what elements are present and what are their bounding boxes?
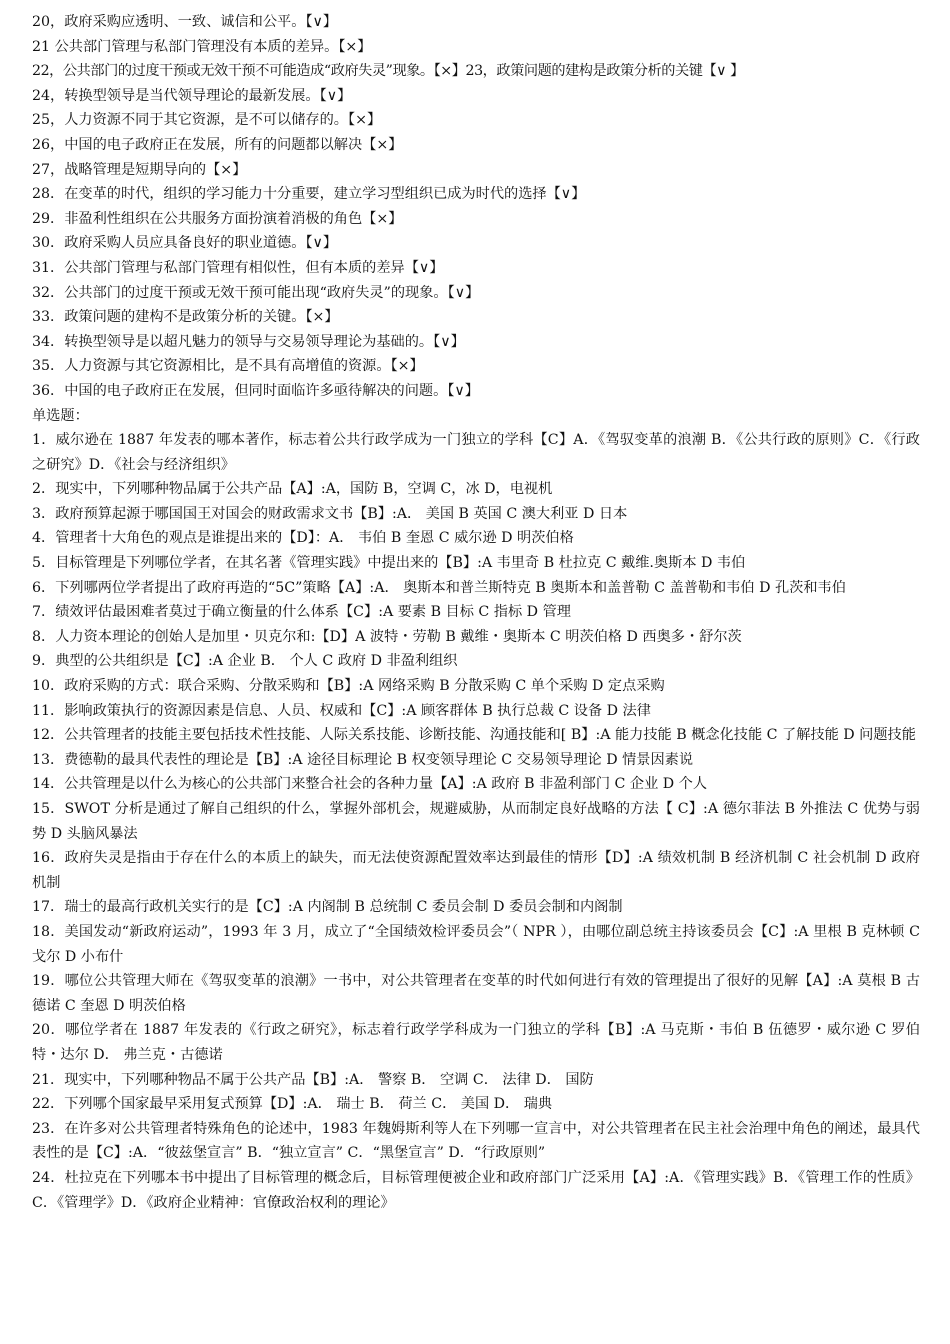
section-title: 单选题： — [32, 407, 89, 424]
choice-item: 12．公共管理者的技能主要包括技术性技能、人际关系技能、诊断技能、沟通技能和[ B】:A 能力技能 B 概念化技能 C 了解技能 D 问题技能 — [32, 727, 916, 744]
judgment-item: 20，政府采购应透明、一致、诚信和公平。【∨】 — [32, 14, 338, 30]
choice-item: 5．目标管理是下列哪位学者，在其名著《管理实践》中提出来的【B】:A 韦里奇 B 杜拉克 C 戴维.奥斯本 D 韦伯 — [32, 555, 746, 572]
choice-item: 1．威尔逊在 1887 年发表的哪本著作，标志着公共行政学成为一门独立的学科【C】A．《驾驭变革的浪潮 B．《公共行政的原则》C．《行政之研究》D．《社会与经济组织》 — [32, 432, 920, 473]
choice-item: 3．政府预算起源于哪国国王对国会的财政需求文书【B】:A． 美国 B 英国 C 澳大利亚 D 日本 — [32, 505, 628, 522]
choice-item: 14．公共管理是以什么为核心的公共部门来整合社会的各种力量【A】:A 政府 B 非盈利部门 C 企业 D 个人 — [32, 776, 708, 793]
judgment-item: 31．公共部门管理与私部门管理有相似性，但有本质的差异【∨】 — [32, 259, 444, 276]
choice-item: 11．影响政策执行的资源因素是信息、人员、权威和【C】:A 顾客群体 B 执行总裁 C 设备 D 法律 — [32, 702, 651, 719]
choice-item: 8．人力资本理论的创始人是加里・贝克尔和:【D】A 波特・劳勒 B 戴维・奥斯本 C 明茨伯格 D 西奥多・舒尔茨 — [32, 628, 742, 645]
choice-item: 17．瑞士的最高行政机关实行的是【C】:A 内阁制 B 总统制 C 委员会制 D 委员会制和内阁制 — [32, 899, 623, 916]
choice-item: 24．杜拉克在下列哪本书中提出了目标管理的概念后，目标管理便被企业和政府部门广泛采用【A】:A．《管理实践》B．《管理工作的性质》C．《管理学》D．《政府企业精神：官僚政治权利的理论》 — [32, 1169, 920, 1211]
judgment-section — [32, 10, 920, 404]
judgment-item: 30．政府采购人员应具备良好的职业道德。【∨】 — [32, 235, 338, 252]
choice-item: 18．美国发动“新政府运动”，1993 年 3 月，成立了“全国绩效检评委员会”（ NPR ），由哪位副总统主持该委员会【C】:A 里根 B 克林顿 C 戈尔 D 小布什 — [32, 923, 920, 965]
choice-item: 19．哪位公共管理大师在《驾驭变革的浪潮》一书中，对公共管理者在变革的时代如何进行有效的管理提出了很好的见解【A】:A 莫根 B 古德诺 C 奎恩 D 明茨伯格 — [32, 973, 920, 1014]
choice-item: 20．哪位学者在 1887 年发表的《行政之研究》，标志着行政学学科成为一门独立的学科【B】:A 马克斯・韦伯 B 伍德罗・威尔逊 C 罗伯特・达尔 D． 弗兰克・古德诺 — [32, 1022, 920, 1063]
judgment-item: 25，人力资源不同于其它资源，是不可以储存的。【×】 — [32, 112, 382, 129]
judgment-item: 34．转换型领导是以超凡魅力的领导与交易领导理论为基础的。【∨】 — [32, 333, 465, 350]
choice-item: 9．典型的公共组织是【C】:A 企业 B． 个人 C 政府 D 非盈利组织 — [32, 653, 458, 670]
choice-item: 10．政府采购的方式：联合采购、分散采购和【B】:A 网络采购 B 分散采购 C 单个采购 D 定点采购 — [32, 678, 665, 695]
judgment-item: 26，中国的电子政府正在发展，所有的问题都以解决【×】 — [32, 136, 403, 153]
choice-item: 15．SWOT 分析是通过了解自己组织的什么，掌握外部机会，规避威胁，从而制定良好战略的方法【 C】:A 德尔菲法 B 外推法 C 优势与弱势 D 头脑风暴法 — [32, 801, 920, 842]
judgment-item: 36．中国的电子政府正在发展，但同时面临许多亟待解决的问题。【∨】 — [32, 382, 479, 399]
judgment-item: 32．公共部门的过度干预或无效干预可能出现“政府失灵”的现象。【∨】 — [32, 284, 480, 301]
judgment-item: 29．非盈利性组织在公共服务方面扮演着消极的角色【×】 — [32, 210, 403, 227]
judgment-item: 33．政策问题的建构不是政策分析的关键。【×】 — [32, 309, 339, 326]
choice-item: 6．下列哪两位学者提出了政府再造的“5C”策略【A】:A． 奥斯本和普兰斯特克 B 奥斯本和盖普勒 C 盖普勒和韦伯 D 孔茨和韦伯 — [32, 579, 846, 596]
judgment-item: 21 公共部门管理与私部门管理没有本质的差异。【×】 — [32, 38, 372, 55]
choice-item: 7．绩效评估最困难者莫过于确立衡量的什么体系【C】:A 要素 B 目标 C 指标 D 管理 — [32, 604, 571, 621]
judgment-item: 27，战略管理是短期导向的【×】 — [32, 161, 247, 178]
judgment-item: 28．在变革的时代，组织的学习能力十分重要，建立学习型组织已成为时代的选择【∨】 — [32, 186, 586, 203]
choice-item: 16．政府失灵是指由于存在什么的本质上的缺失，而无法使资源配置效率达到最佳的情形【D】:A 绩效机制 B 经济机制 C 社会机制 D 政府机制 — [32, 850, 920, 891]
choice-item: 21．现实中，下列哪种物品不属于公共产品【B】:A． 警察 B． 空调 C． 法律 D． 国防 — [32, 1071, 594, 1088]
choice-section — [32, 428, 920, 1215]
choice-item: 22．下列哪个国家最早采用复式预算【D】:A． 瑞士 B． 荷兰 C． 美国 D． 瑞典 — [32, 1096, 553, 1113]
choice-item: 4．管理者十大角色的观点是谁提出来的【D】：A． 韦伯 B 奎恩 C 威尔逊 D 明茨伯格 — [32, 530, 574, 547]
judgment-item: 22，公共部门的过度干预或无效干预不可能造成“政府失灵”现象。【×】23，政策问题的建构是政策分析的关键【∨ 】 — [32, 63, 744, 80]
choice-item: 13．费德勒的最具代表性的理论是【B】:A 途径目标理论 B 权变领导理论 C 交易领导理论 D 情景因素说 — [32, 751, 694, 768]
judgment-item: 35．人力资源与其它资源相比，是不具有高增值的资源。【×】 — [32, 358, 424, 375]
choice-item: 2．现实中，下列哪种物品属于公共产品【A】:A，国防 B，空调 C，冰 D，电视机 — [32, 481, 553, 498]
judgment-item: 24，转换型领导是当代领导理论的最新发展。【∨】 — [32, 87, 352, 104]
choice-item: 23．在许多对公共管理者特殊角色的论述中，1983 年魏姆斯利等人在下列哪一宣言中，对公共管理者在民主社会治理中角色的阐述，最具代表性的是【C】:A．“彼兹堡宣言” B．“独立宣言” C．“黑堡宣言” D．“行政原则” — [32, 1120, 920, 1162]
